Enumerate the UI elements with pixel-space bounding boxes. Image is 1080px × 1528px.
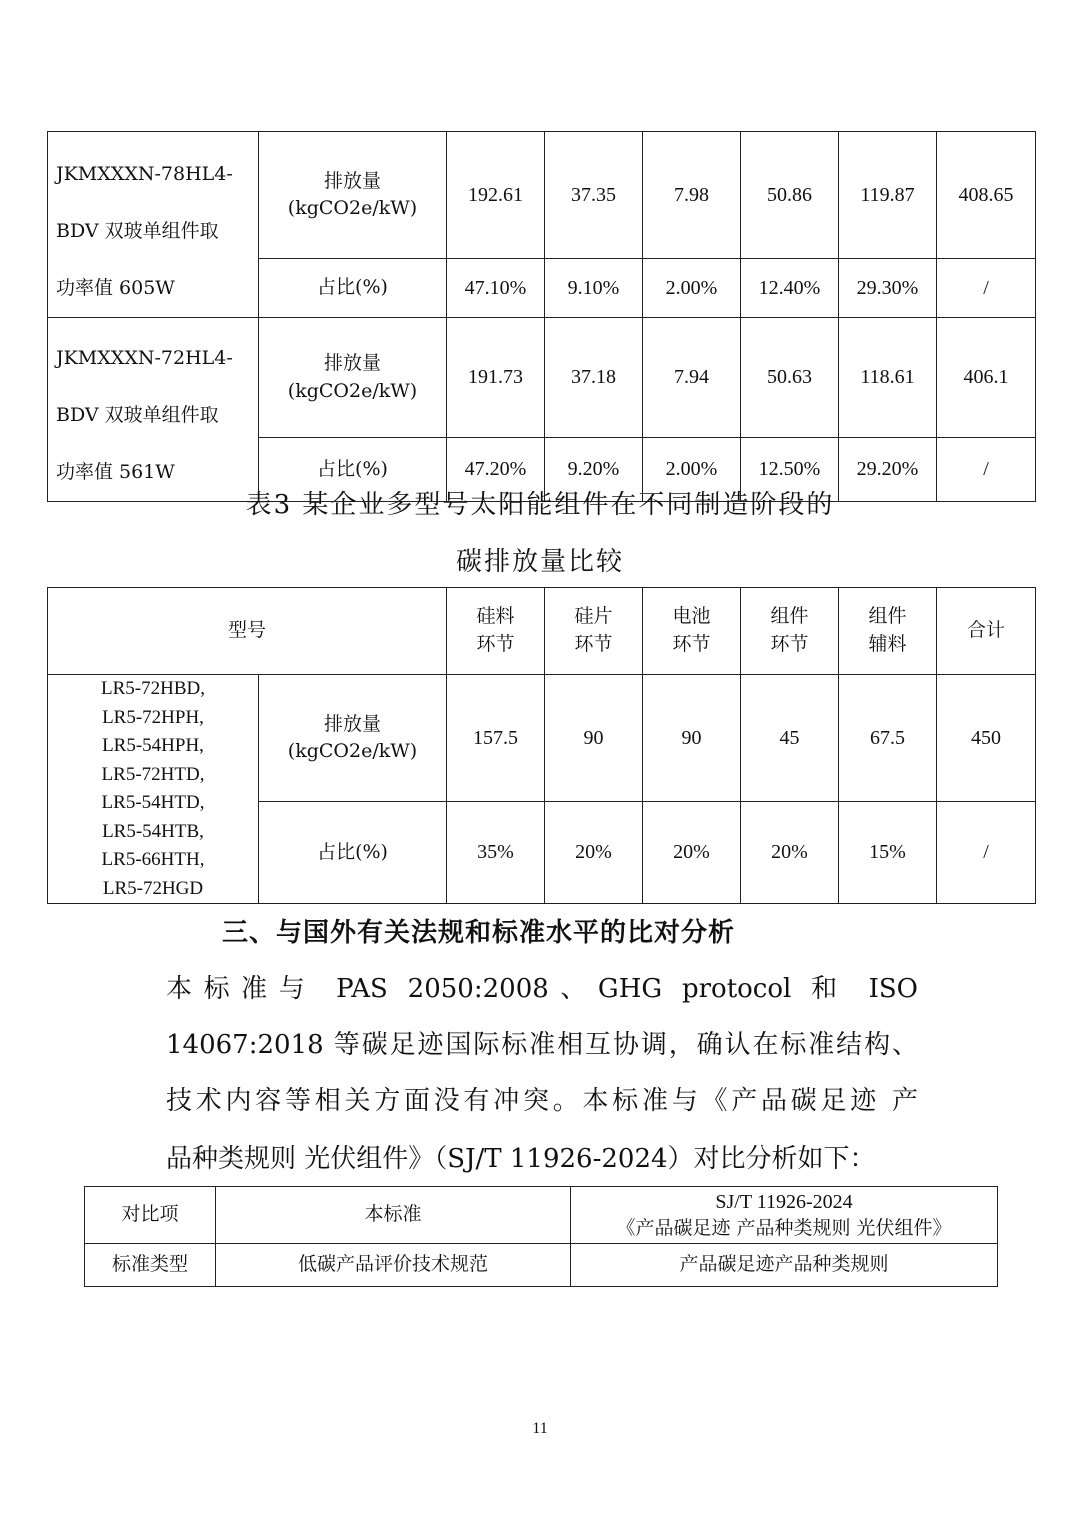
label-line: 排放量 — [323, 352, 381, 375]
table-cell: 35% — [447, 802, 545, 904]
model-line: LR5-72HGD — [102, 877, 204, 899]
table-cell: 产品碳足迹产品种类规则 — [571, 1244, 998, 1287]
table-cell: 12.50% — [741, 438, 839, 502]
header-line: 环节 — [770, 633, 809, 655]
table-header-row — [85, 1187, 998, 1244]
models-cell — [48, 675, 259, 904]
share-label: 占比(%) — [259, 802, 447, 904]
table-cell: 406.1 — [937, 318, 1036, 438]
table-cell: 90 — [643, 675, 741, 802]
table-cell: 450 — [937, 675, 1036, 802]
label-line: (kgCO2e/kW) — [287, 197, 418, 220]
header-cell — [571, 1187, 998, 1244]
model-line: LR5-54HTD, — [101, 792, 205, 813]
model-line: 功率值 605W — [56, 277, 175, 299]
model-line: LR5-66HTH, — [101, 849, 205, 870]
table-cell: 119.87 — [839, 132, 937, 259]
model-line: LR5-72HTD, — [101, 763, 205, 785]
table-cell: 47.20% — [447, 438, 545, 502]
header-total: 合计 — [937, 588, 1036, 675]
table-cell: 37.35 — [545, 132, 643, 259]
header-cell: 本标准 — [216, 1187, 571, 1244]
share-label: 占比(%) — [259, 259, 447, 318]
table3-caption-line1: 表3 某企业多型号太阳能组件在不同制造阶段的 — [245, 490, 835, 520]
model-line: BDV 双玻单组件取 — [56, 404, 219, 426]
emission-label — [259, 675, 447, 802]
header-line: 硅料 — [476, 605, 515, 628]
paragraph-line: 本标准与 PAS 2050:2008、GHG protocol 和 ISO — [166, 974, 918, 1004]
header-stage — [643, 588, 741, 675]
model-line: LR5-54HTB, — [102, 820, 204, 842]
model-line: JKMXXXN-78HL4- — [56, 163, 233, 185]
section-heading: 三、与国外有关法规和标准水平的比对分析 — [222, 918, 736, 948]
emission-table-2 — [47, 131, 1036, 502]
model-line: BDV 双玻单组件取 — [56, 220, 219, 242]
model-cell — [48, 318, 259, 502]
table-cell: 29.20% — [839, 438, 937, 502]
header-line: 硅片 — [574, 605, 613, 628]
page-number: 11 — [532, 1420, 548, 1437]
comparison-table — [84, 1186, 998, 1287]
table-cell: 标准类型 — [85, 1244, 216, 1287]
paragraph-line: 技术内容等相关方面没有冲突。本标准与《产品碳足迹 产 — [166, 1086, 918, 1116]
share-label: 占比(%) — [259, 438, 447, 502]
table-cell: 20% — [643, 802, 741, 904]
paragraph-line: 14067:2018 等碳足迹国际标准相互协调，确认在标准结构、 — [166, 1030, 918, 1060]
table-cell: 118.61 — [839, 318, 937, 438]
table-cell: 9.20% — [545, 438, 643, 502]
label-line: (kgCO2e/kW) — [287, 740, 418, 763]
table-cell: 50.63 — [741, 318, 839, 438]
table-cell: 90 — [545, 675, 643, 802]
header-model: 型号 — [48, 588, 447, 675]
table-cell: 7.94 — [643, 318, 741, 438]
table-cell: 20% — [545, 802, 643, 904]
table-cell: 2.00% — [643, 259, 741, 318]
table-cell: 2.00% — [643, 438, 741, 502]
table-cell: / — [937, 438, 1036, 502]
model-line: 功率值 561W — [56, 461, 175, 483]
header-line: 电池 — [672, 605, 711, 628]
header-line: 环节 — [476, 633, 515, 655]
model-cell — [48, 132, 259, 318]
table-cell: 408.65 — [937, 132, 1036, 259]
table-cell: 低碳产品评价技术规范 — [216, 1244, 571, 1287]
emission-label — [259, 132, 447, 259]
header-cell: 对比项 — [85, 1187, 216, 1244]
model-line: JKMXXXN-72HL4- — [56, 347, 233, 369]
table-cell: 192.61 — [447, 132, 545, 259]
table-cell: 12.40% — [741, 259, 839, 318]
table-cell: 50.86 — [741, 132, 839, 259]
emission-label — [259, 318, 447, 438]
table-cell: 15% — [839, 802, 937, 904]
label-line: (kgCO2e/kW) — [287, 379, 418, 402]
table-cell: 37.18 — [545, 318, 643, 438]
table-header-row — [48, 588, 1036, 675]
header-stage — [545, 588, 643, 675]
header-line: 环节 — [672, 633, 711, 655]
table-row — [85, 1244, 998, 1287]
header-line: 组件 — [868, 605, 907, 628]
table-cell: 29.30% — [839, 259, 937, 318]
table-cell: 20% — [741, 802, 839, 904]
table-cell: 7.98 — [643, 132, 741, 259]
paragraph-line: 品种类规则 光伏组件》（SJ/T 11926-2024）对比分析如下： — [166, 1144, 876, 1174]
model-line: LR5-72HBD, — [101, 678, 205, 699]
header-stage — [741, 588, 839, 675]
model-line: LR5-54HPH, — [102, 735, 204, 756]
model-line: LR5-72HPH, — [102, 706, 204, 728]
label-line: 排放量 — [323, 169, 381, 192]
table-cell: 191.73 — [447, 318, 545, 438]
header-line: 组件 — [770, 605, 809, 628]
header-line: SJ/T 11926-2024 — [715, 1190, 853, 1213]
table-cell: 47.10% — [447, 259, 545, 318]
header-line: 《产品碳足迹 产品种类规则 光伏组件》 — [616, 1216, 952, 1239]
table-cell: 157.5 — [447, 675, 545, 802]
table-cell: 45 — [741, 675, 839, 802]
table-row — [48, 318, 1036, 438]
table-cell: 9.10% — [545, 259, 643, 318]
table-cell: / — [937, 259, 1036, 318]
header-stage — [447, 588, 545, 675]
header-stage — [839, 588, 937, 675]
header-line: 环节 — [574, 633, 613, 655]
header-line: 辅料 — [868, 633, 907, 655]
table-cell: 67.5 — [839, 675, 937, 802]
table-cell: / — [937, 802, 1036, 904]
table3-caption-line2: 碳排放量比较 — [455, 547, 624, 577]
emission-table-3 — [47, 587, 1036, 904]
table-row — [48, 675, 1036, 802]
table-row — [48, 132, 1036, 259]
label-line: 排放量 — [324, 712, 382, 735]
